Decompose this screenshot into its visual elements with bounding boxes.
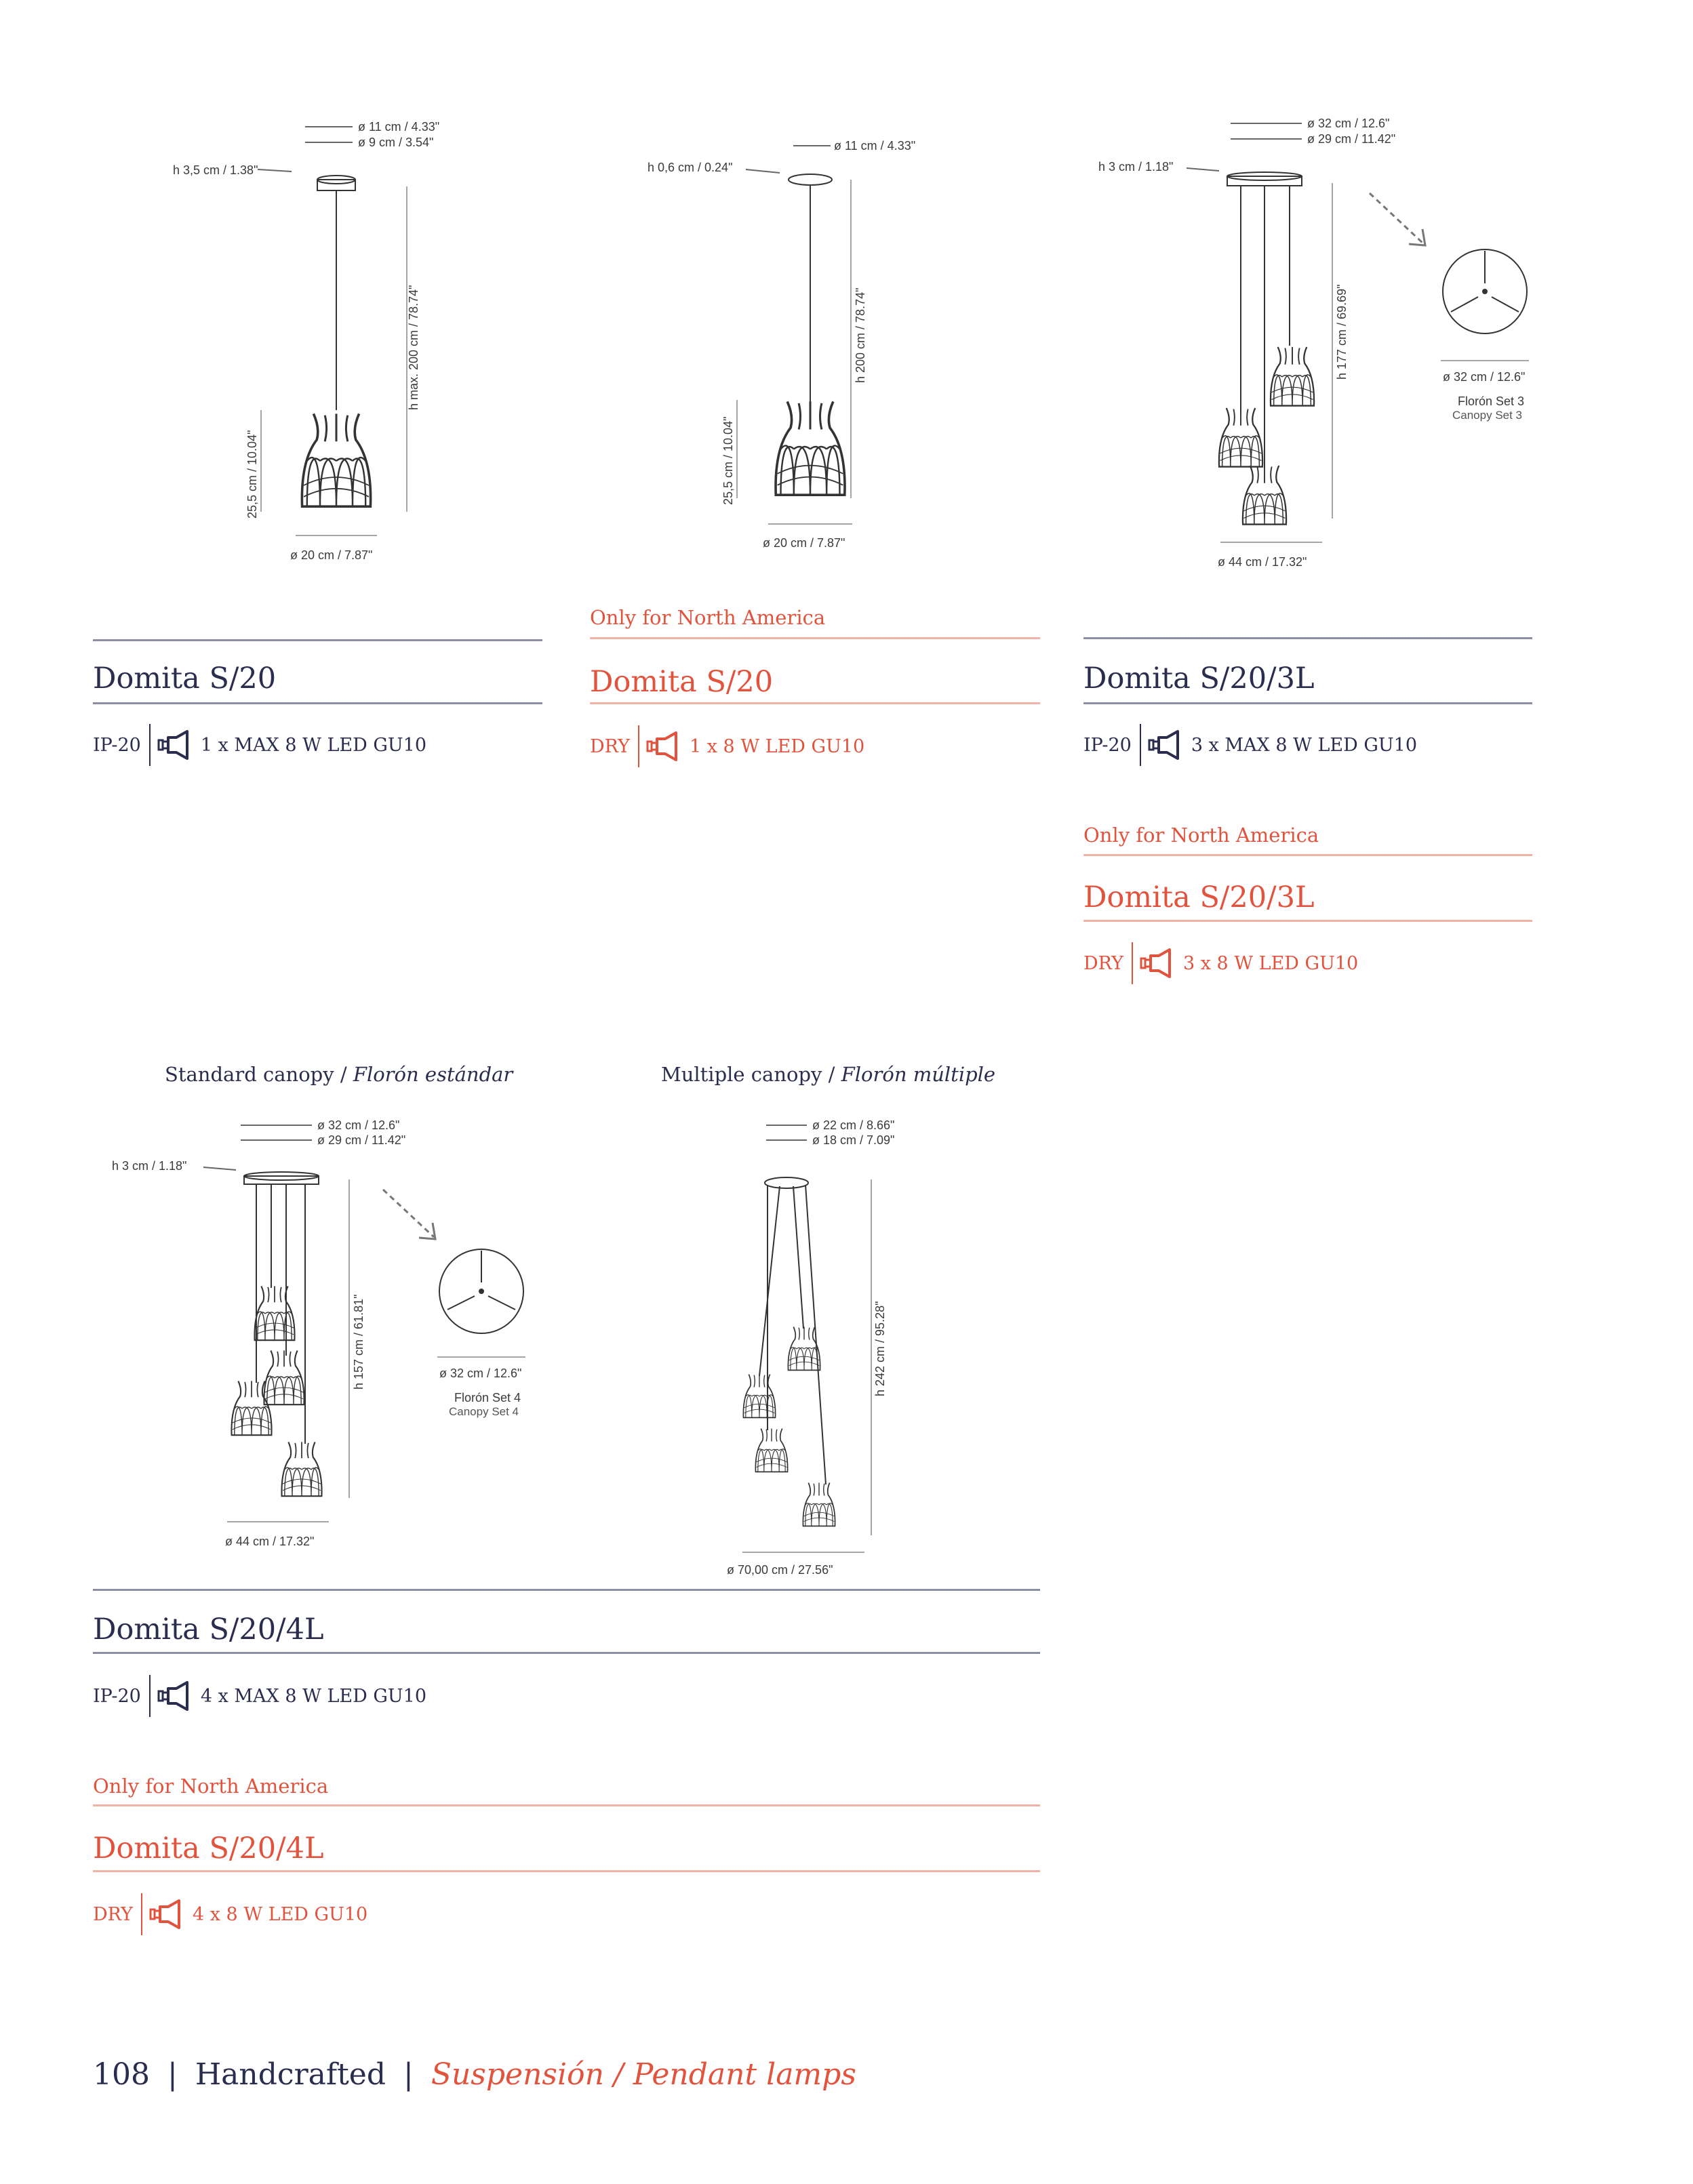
product-title-domita-s20-3l-na: Domita S/20/3L [1083,881,1315,914]
pendant-shade-icon [302,413,370,506]
canopy-set-label-es: Florón Set 3 [1458,395,1525,408]
rule-bottom-s20-4l-na [93,1870,1040,1872]
dim-canopy-outer: ø 22 cm / 8.66" [812,1118,895,1132]
caption-standard-canopy: Standard canopy / Florón estándar [165,1063,513,1086]
spec-divider [149,724,151,766]
dim-total-height: h max. 200 cm / 78.74" [407,285,420,410]
ip-rating: IP-20 [1083,734,1132,756]
dim-canopy-height: h 3 cm / 1.18" [1098,160,1174,174]
dim-spread-diameter: ø 44 cm / 17.32" [225,1535,315,1548]
rule-top-s20-3l-na [1083,854,1532,856]
dim-canopy-height: h 3,5 cm / 1.38" [173,163,258,177]
dim-canopy-top-diameter: ø 32 cm / 12.6" [439,1367,522,1380]
pendant-shade-icon [1219,408,1262,467]
lamp-spec: 4 x 8 W LED GU10 [192,1903,368,1925]
rule-top-s20-3l [1083,637,1532,639]
product-title-domita-s20-4l: Domita S/20/4L [93,1613,324,1646]
dim-spread-diameter: ø 70,00 cm / 27.56" [727,1563,833,1577]
dim-canopy-inner: ø 9 cm / 3.54" [358,136,434,149]
pendant-shade-icon [264,1350,304,1404]
pendant-shade-icon [776,401,845,495]
pendant-shade-icon [755,1429,787,1472]
region-note-na: Only for North America [1083,824,1319,847]
canopy-set-label-es: Florón Set 4 [454,1391,521,1404]
dim-total-height: h 177 cm / 69.69" [1335,284,1349,380]
product-title-domita-s20-3l: Domita S/20/3L [1083,662,1315,695]
pointer-arrow-icon [1370,193,1425,245]
dim-canopy-inner: ø 29 cm / 11.42" [317,1133,406,1147]
rule-top-s20-4l [93,1589,1040,1591]
lamp-spec: 3 x 8 W LED GU10 [1182,952,1359,974]
rule-top-s20 [93,639,542,641]
gu10-bulb-icon [149,1899,183,1930]
gu10-bulb-icon [1148,729,1182,761]
dim-canopy-height: h 3 cm / 1.18" [112,1159,187,1173]
dim-canopy-diameter: ø 11 cm / 4.33" [834,139,916,153]
dim-canopy-outer: ø 32 cm / 12.6" [1307,117,1390,130]
pendant-shade-icon [231,1381,271,1435]
lamp-spec: 4 x MAX 8 W LED GU10 [200,1685,427,1707]
gu10-bulb-icon [1140,948,1174,979]
dim-canopy-outer: ø 32 cm / 12.6" [317,1118,400,1132]
gu10-bulb-icon [646,731,680,762]
spec-divider [141,1893,142,1935]
pendant-shade-icon [254,1286,294,1340]
spec-divider [1140,724,1141,766]
canopy-top-view-icon [439,1249,523,1333]
dim-total-height: h 157 cm / 61.81" [352,1294,365,1390]
region-note-na: Only for North America [590,606,826,629]
rule-bottom-s20-4l [93,1652,1040,1654]
dry-rating: DRY [590,735,630,757]
rule-bottom-s20-3l-na [1083,920,1532,922]
drawing-domita-s20-4l-standard [108,1112,542,1559]
spec-row-s20-3l [1083,723,1417,767]
spec-row-s20-3l-na [1083,942,1358,985]
dim-shade-height: 25,5 cm / 10.04" [721,416,735,505]
dim-canopy-outer: ø 11 cm / 4.33" [358,120,440,134]
dry-rating: DRY [1083,952,1123,974]
lamp-spec: 1 x 8 W LED GU10 [689,735,865,757]
spec-row-s20 [93,723,426,767]
rule-bottom-s20 [93,702,542,704]
gu10-bulb-icon [157,729,191,761]
lamp-spec: 1 x MAX 8 W LED GU10 [200,734,427,756]
footer-separator: | [167,2057,178,2092]
dim-total-height: h 200 cm / 78.74" [854,287,867,383]
dim-canopy-height: h 0,6 cm / 0.24" [648,161,733,174]
dim-shade-diameter: ø 20 cm / 7.87" [763,536,845,550]
drawing-domita-s20-4l-multiple [712,1112,936,1586]
rule-top-s20-4l-na [93,1804,1040,1806]
canopy-top-view-icon [1443,249,1527,333]
spec-divider [638,725,639,767]
pendant-shade-icon [1271,347,1314,406]
pendant-shade-icon [743,1375,775,1418]
ip-rating: IP-20 [93,1685,141,1707]
pendant-shade-icon [1243,466,1286,525]
pendant-shade-icon [281,1442,321,1496]
footer-separator: | [403,2057,414,2092]
spec-divider [1132,942,1133,984]
dim-shade-diameter: ø 20 cm / 7.87" [290,548,373,562]
spec-row-s20-na [590,725,864,768]
drawing-domita-s20-na [648,132,953,566]
dim-canopy-top-diameter: ø 32 cm / 12.6" [1443,370,1526,384]
canopy-set-label-en: Canopy Set 4 [449,1405,519,1418]
rule-bottom-s20-na [590,702,1040,704]
product-title-domita-s20-na: Domita S/20 [590,665,774,699]
page-footer [93,2057,856,2092]
ip-rating: IP-20 [93,734,141,756]
spec-row-s20-4l [93,1674,426,1718]
lamp-spec: 3 x MAX 8 W LED GU10 [1191,734,1418,756]
spec-row-s20-4l-na [93,1893,367,1936]
product-title-domita-s20-4l-na: Domita S/20/4L [93,1832,324,1865]
dim-canopy-inner: ø 29 cm / 11.42" [1307,132,1396,146]
drawing-domita-s20 [173,112,461,580]
pointer-arrow-icon [383,1190,435,1239]
dim-spread-diameter: ø 44 cm / 17.32" [1218,555,1307,569]
dry-rating: DRY [93,1903,133,1925]
gu10-bulb-icon [157,1680,191,1712]
dim-total-height: h 242 cm / 95.28" [873,1301,887,1396]
section-name: Suspensión / Pendant lamps [431,2057,856,2092]
collection-name: Handcrafted [195,2057,386,2092]
dim-canopy-inner: ø 18 cm / 7.09" [812,1133,895,1147]
dim-shade-height: 25,5 cm / 10.04" [245,430,259,519]
page-number: 108 [93,2057,150,2092]
rule-bottom-s20-3l [1083,702,1532,704]
drawing-domita-s20-3l [1098,108,1532,583]
caption-multiple-canopy: Multiple canopy / Florón múltiple [661,1063,996,1086]
canopy-set-label-en: Canopy Set 3 [1452,409,1523,422]
pendant-shade-icon [803,1483,835,1526]
region-note-na: Only for North America [93,1775,329,1798]
spec-divider [149,1675,151,1717]
rule-top-s20-na [590,637,1040,639]
product-title-domita-s20: Domita S/20 [93,662,277,695]
